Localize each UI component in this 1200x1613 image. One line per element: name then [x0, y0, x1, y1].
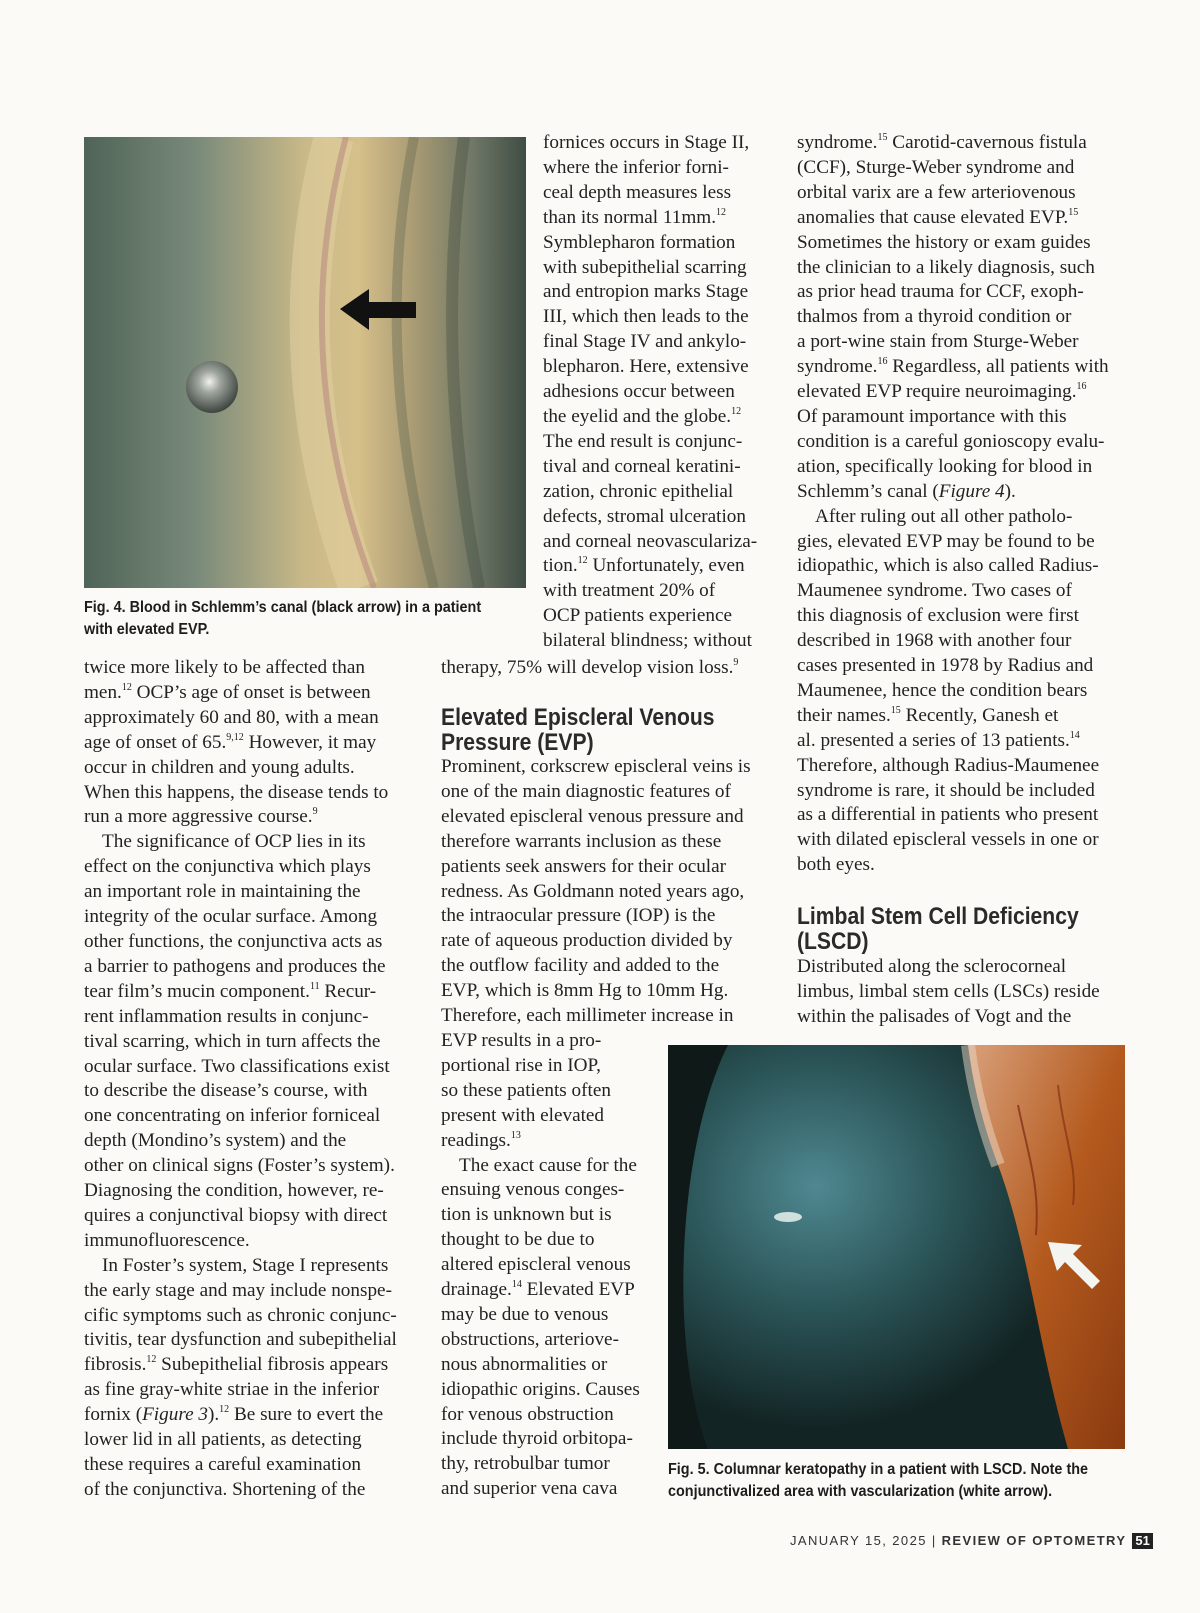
text-run: OCP’s age of onset is between: [131, 681, 371, 703]
text-line: [84, 1328, 397, 1353]
text-line: [543, 480, 757, 505]
text-run: The end result is conjunc-: [543, 430, 743, 452]
text-line: [543, 505, 757, 530]
text-run: with treatment 20% of: [543, 580, 716, 602]
heading-evp-line: Pressure (EVP): [441, 729, 594, 756]
text-line: [84, 1428, 397, 1453]
text-line: [441, 929, 751, 954]
text-run: the intraocular pressure (IOP) is the: [441, 905, 716, 927]
heading-lscd-line: Limbal Stem Cell Deficiency: [797, 903, 1079, 930]
text-run: effect on the conjunctiva which plays: [84, 856, 371, 878]
text-run: a port-wine stain from Sturge-Weber: [797, 331, 1079, 353]
page-footer: [790, 1533, 1153, 1549]
text-run: and superior vena cava: [441, 1478, 618, 1500]
text-line: [543, 579, 757, 604]
text-line: [84, 1179, 397, 1204]
text-run: Of paramount importance with this: [797, 405, 1067, 427]
footer-date: JANUARY 15, 2025: [790, 1533, 927, 1548]
text-line: [441, 1079, 751, 1104]
text-run: tivitis, tear dysfunction and subepithelial: [84, 1329, 397, 1351]
text-run: ).: [1004, 480, 1016, 502]
figure-reference: Figure 3: [142, 1404, 208, 1426]
text-line: [84, 1129, 397, 1154]
text-line: [441, 1477, 751, 1502]
text-line: [797, 729, 1109, 754]
citation-superscript: 12: [146, 1354, 157, 1366]
text-run: their names.: [797, 704, 891, 726]
text-line: [441, 979, 751, 1004]
text-run: the early stage and may include nonspe-: [84, 1279, 392, 1301]
text-line: [441, 656, 738, 681]
text-run: After ruling out all other patholo-: [815, 505, 1073, 527]
citation-superscript: 12: [577, 555, 588, 567]
text-line: [84, 1229, 397, 1254]
text-run: zation, chronic epithelial: [543, 480, 734, 502]
text-run: one of the main diagnostic features of: [441, 780, 731, 802]
text-line: [543, 206, 757, 231]
text-run: redness. As Goldmann noted years ago,: [441, 880, 745, 902]
text-run: with dilated episcleral vessels in one or: [797, 829, 1099, 851]
text-run: elevated episcleral venous pressure and: [441, 805, 744, 827]
text-line: [441, 1029, 751, 1054]
text-line: [441, 1178, 751, 1203]
text-run: ation, specifically looking for blood in: [797, 455, 1093, 477]
text-line: [543, 131, 757, 156]
text-line: [543, 181, 757, 206]
text-line: [441, 830, 751, 855]
text-line: [441, 1129, 751, 1154]
text-run: Elevated EVP: [521, 1279, 635, 1301]
text-run: readings.: [441, 1129, 511, 1151]
text-line: [441, 1004, 751, 1029]
text-run: Recur-: [319, 980, 377, 1002]
text-run: altered episcleral venous: [441, 1254, 631, 1276]
text-line: [441, 1104, 751, 1129]
column-1-text: [84, 656, 397, 1503]
text-run: idiopathic origins. Causes: [441, 1378, 640, 1400]
text-line: [84, 980, 397, 1005]
text-line: [84, 656, 397, 681]
text-run: patients seek answers for their ocular: [441, 855, 727, 877]
text-run: present with elevated: [441, 1104, 605, 1126]
text-run: integrity of the ocular surface. Among: [84, 906, 378, 928]
text-line: [84, 1055, 397, 1080]
citation-superscript: 9: [733, 657, 739, 668]
text-run: Distributed along the sclerocorneal: [797, 956, 1067, 977]
text-line: [441, 1452, 751, 1477]
text-line: [84, 930, 397, 955]
text-run: where the inferior forni-: [543, 156, 729, 178]
text-line: [84, 805, 397, 830]
text-line: [797, 455, 1109, 480]
citation-superscript: 11: [309, 980, 320, 992]
lscd-section-text: [797, 955, 1100, 1030]
text-run: Maumenee, hence the condition bears: [797, 679, 1088, 701]
text-run: depth (Mondino’s system) and the: [84, 1130, 347, 1152]
text-run: this diagnosis of exclusion were first: [797, 605, 1079, 627]
text-line: [797, 1005, 1100, 1030]
text-run: Carotid-cavernous fistula: [887, 132, 1087, 153]
footer-separator: |: [926, 1533, 942, 1548]
text-run: Schlemm’s canal (: [797, 480, 939, 502]
text-line: [797, 803, 1109, 828]
text-line: [797, 380, 1109, 405]
text-run: so these patients often: [441, 1079, 611, 1101]
text-run: as fine gray-white striae in the inferior: [84, 1379, 380, 1401]
text-line: [797, 604, 1109, 629]
text-run: lower lid in all patients, as detecting: [84, 1429, 362, 1451]
text-run: syndrome is rare, it should be included: [797, 779, 1095, 801]
text-line: [543, 305, 757, 330]
text-run: tear film’s mucin component.: [84, 980, 310, 1002]
text-run: these requires a careful examination: [84, 1454, 362, 1475]
text-line: [84, 756, 397, 781]
text-line: [84, 830, 397, 855]
text-line: [797, 779, 1109, 804]
text-run: fornix (: [84, 1404, 143, 1426]
heading-evp-line: Elevated Episcleral Venous: [441, 704, 715, 731]
text-run: Sometimes the history or exam guides: [797, 231, 1091, 253]
text-line: [441, 780, 751, 805]
evp-section-text: [441, 755, 751, 1502]
citation-superscript: 14: [1069, 729, 1080, 741]
text-run: within the palisades of Vogt and the: [797, 1005, 1072, 1027]
text-run: described in 1968 with another four: [797, 630, 1072, 652]
figure-4-caption: [84, 597, 481, 641]
citation-superscript: 15: [1068, 206, 1079, 218]
figure-5-caption-line: Fig. 5. Columnar keratopathy in a patient with LSCD. Note the: [668, 1461, 1089, 1478]
text-line: [441, 1278, 751, 1303]
text-run: may be due to venous: [441, 1303, 609, 1325]
text-run: EVP results in a pro-: [441, 1029, 602, 1051]
figure-reference: Figure 4: [938, 480, 1005, 502]
text-run: rate of aqueous production divided by: [441, 930, 733, 952]
text-line: [543, 280, 757, 305]
text-line: [441, 1427, 751, 1452]
text-line: [797, 280, 1109, 305]
text-line: [84, 855, 397, 880]
text-run: The exact cause for the: [459, 1154, 637, 1176]
text-run: defects, stromal ulceration: [543, 505, 746, 527]
text-line: [84, 1478, 397, 1503]
text-line: [797, 305, 1109, 330]
text-run: an important role in maintaining the: [84, 881, 361, 903]
text-run: the outflow facility and added to the: [441, 955, 720, 977]
text-run: cific symptoms such as chronic conjunc-: [84, 1304, 397, 1326]
text-line: [543, 256, 757, 281]
text-line: [797, 679, 1109, 704]
text-run: bilateral blindness; without: [543, 630, 752, 652]
text-run: Recently, Ganesh et: [900, 704, 1059, 726]
text-line: [543, 430, 757, 455]
text-line: [797, 554, 1109, 579]
text-run: syndrome.: [797, 132, 878, 153]
text-line: [797, 530, 1109, 555]
text-run: twice more likely to be affected than: [84, 657, 365, 678]
text-line: [797, 505, 1109, 530]
citation-superscript: 15: [890, 704, 901, 716]
text-run: Maumenee syndrome. Two cases of: [797, 580, 1072, 602]
text-line: [543, 604, 757, 629]
text-line: [797, 828, 1109, 853]
text-run: adhesions occur between: [543, 381, 735, 403]
citation-superscript: 14: [511, 1279, 522, 1291]
text-run: therefore warrants inclusion as these: [441, 830, 722, 852]
figure-5-caption-line: conjunctivalized area with vascularization (white arrow).: [668, 1483, 1053, 1500]
text-run: drainage.: [441, 1279, 512, 1301]
text-run: tion is unknown but is: [441, 1204, 612, 1226]
text-line: [84, 1204, 397, 1229]
text-run: nous abnormalities or: [441, 1353, 608, 1375]
text-line: [797, 131, 1109, 156]
text-line: [441, 1253, 751, 1278]
text-run: other on clinical signs (Foster’s system).: [84, 1155, 395, 1177]
text-run: fibrosis.: [84, 1354, 147, 1376]
citation-superscript: 12: [219, 1404, 230, 1416]
text-line: [797, 579, 1109, 604]
footer-publication: REVIEW OF OPTOMETRY: [941, 1533, 1127, 1548]
text-line: [84, 1030, 397, 1055]
text-run: Therefore, each millimeter increase in: [441, 1005, 734, 1027]
text-line: [441, 1328, 751, 1353]
text-run: idiopathic, which is also called Radius-: [797, 555, 1099, 577]
text-run: When this happens, the disease tends to: [84, 781, 389, 803]
text-line: [441, 1353, 751, 1378]
text-line: [84, 1304, 397, 1329]
text-run: The significance of OCP lies in its: [102, 831, 366, 853]
text-line: [441, 880, 751, 905]
text-line: [441, 954, 751, 979]
column-2-continued-text: [441, 656, 738, 681]
text-line: [797, 754, 1109, 779]
text-line: [441, 1228, 751, 1253]
text-run: tival scarring, which in turn affects the: [84, 1030, 381, 1052]
text-run: Symblepharon formation: [543, 231, 736, 253]
text-line: [797, 355, 1109, 380]
text-line: [543, 380, 757, 405]
text-run: al. presented a series of 13 patients.: [797, 729, 1070, 751]
text-line: [543, 156, 757, 181]
text-line: [543, 405, 757, 430]
text-run: for venous obstruction: [441, 1403, 614, 1425]
text-run: immunofluorescence.: [84, 1229, 250, 1251]
text-run: ).: [207, 1404, 220, 1426]
page-number: 51: [1132, 1533, 1152, 1549]
citation-superscript: 9,12: [226, 731, 244, 743]
text-run: final Stage IV and ankylo-: [543, 331, 747, 353]
text-run: blepharon. Here, extensive: [543, 356, 749, 378]
text-line: [797, 231, 1109, 256]
text-run: age of onset of 65.: [84, 731, 227, 753]
citation-superscript: 16: [1076, 381, 1087, 393]
text-line: [543, 330, 757, 355]
text-run: ceal depth measures less: [543, 181, 732, 203]
citation-superscript: 12: [731, 405, 742, 417]
text-line: [84, 1079, 397, 1104]
text-run: thy, retrobulbar tumor: [441, 1453, 610, 1475]
text-line: [543, 629, 757, 654]
text-run: OCP patients experience: [543, 605, 732, 627]
text-run: of the conjunctiva. Shortening of the: [84, 1478, 366, 1500]
heading-evp: [441, 705, 752, 755]
text-line: [797, 704, 1109, 729]
text-run: include thyroid orbitopa-: [441, 1428, 633, 1450]
text-run: as a differential in patients who present: [797, 804, 1099, 826]
text-run: quires a conjunctival biopsy with direct: [84, 1204, 388, 1226]
text-run: approximately 60 and 80, with a mean: [84, 706, 379, 728]
text-run: therapy, 75% will develop vision loss.: [441, 657, 734, 678]
text-run: (CCF), Sturge-Weber syndrome and: [797, 156, 1075, 178]
text-line: [84, 1403, 397, 1428]
figure-4-caption-line: Fig. 4. Blood in Schlemm’s canal (black arrow) in a patient: [84, 599, 482, 616]
text-line: [797, 430, 1109, 455]
text-run: one concentrating on inferior forniceal: [84, 1105, 381, 1127]
text-run: a barrier to pathogens and produces the: [84, 955, 386, 977]
text-run: thalmos from a thyroid condition or: [797, 306, 1072, 328]
text-run: the clinician to a likely diagnosis, such: [797, 256, 1095, 278]
text-run: occur in children and young adults.: [84, 756, 355, 778]
text-line: [441, 904, 751, 929]
text-line: [84, 781, 397, 806]
text-run: to describe the disease’s course, with: [84, 1080, 368, 1102]
text-line: [797, 980, 1100, 1005]
text-run: and corneal neovasculariza-: [543, 530, 758, 552]
text-run: anomalies that cause elevated EVP.: [797, 206, 1069, 228]
text-line: [84, 1453, 397, 1478]
text-line: [441, 1054, 751, 1079]
text-line: [441, 1378, 751, 1403]
text-run: Subepithelial fibrosis appears: [156, 1354, 389, 1376]
text-run: Regardless, all patients with: [887, 356, 1109, 378]
text-line: [797, 405, 1109, 430]
text-line: [84, 880, 397, 905]
text-run: thought to be due to: [441, 1229, 595, 1251]
text-line: [441, 805, 751, 830]
text-run: with subepithelial scarring: [543, 256, 747, 278]
column-2-top-text: [543, 131, 757, 654]
text-run: men.: [84, 681, 122, 703]
text-line: [84, 1353, 397, 1378]
text-line: [797, 206, 1109, 231]
text-run: Diagnosing the condition, however, re-: [84, 1180, 384, 1202]
column-3-text: [797, 131, 1109, 878]
text-line: [797, 480, 1109, 505]
text-line: [84, 1154, 397, 1179]
text-line: [797, 181, 1109, 206]
text-line: [441, 755, 751, 780]
text-run: Unfortunately, even: [587, 555, 745, 577]
text-run: the eyelid and the globe.: [543, 405, 732, 427]
text-line: [84, 905, 397, 930]
citation-superscript: 15: [877, 132, 888, 143]
text-run: In Foster’s system, Stage I represents: [102, 1254, 389, 1276]
text-run: condition is a careful gonioscopy evalu-: [797, 430, 1105, 452]
text-run: syndrome.: [797, 356, 878, 378]
text-run: Therefore, although Radius-Maumenee: [797, 754, 1100, 776]
text-line: [84, 731, 397, 756]
text-run: fornices occurs in Stage II,: [543, 132, 750, 153]
text-line: [84, 955, 397, 980]
text-run: elevated EVP require neuroimaging.: [797, 381, 1077, 403]
text-run: rent inflammation results in conjunc-: [84, 1005, 369, 1027]
text-run: Prominent, corkscrew episcleral veins is: [441, 756, 751, 777]
text-line: [84, 1254, 397, 1279]
text-line: [543, 554, 757, 579]
text-line: [797, 629, 1109, 654]
citation-superscript: 13: [510, 1129, 521, 1141]
text-run: ensuing venous conges-: [441, 1179, 625, 1201]
text-line: [797, 330, 1109, 355]
figure-4-caption-line: with elevated EVP.: [84, 621, 210, 638]
citation-superscript: 12: [716, 206, 727, 218]
figure-4-image: [84, 137, 526, 588]
text-line: [441, 1303, 751, 1328]
text-line: [441, 1154, 751, 1179]
text-line: [84, 1378, 397, 1403]
text-run: Be sure to evert the: [229, 1404, 384, 1426]
text-line: [797, 256, 1109, 281]
citation-superscript: 12: [121, 681, 132, 693]
text-run: as prior head trauma for CCF, exoph-: [797, 281, 1084, 303]
text-run: limbus, limbal stem cells (LSCs) reside: [797, 980, 1100, 1002]
text-run: portional rise in IOP,: [441, 1054, 601, 1076]
text-line: [797, 156, 1109, 181]
text-line: [84, 1005, 397, 1030]
text-line: [84, 681, 397, 706]
text-line: [441, 1403, 751, 1428]
text-line: [543, 530, 757, 555]
text-line: [441, 855, 751, 880]
text-line: [797, 654, 1109, 679]
text-line: [543, 355, 757, 380]
text-run: other functions, the conjunctiva acts as: [84, 930, 383, 952]
text-run: ocular surface. Two classifications exist: [84, 1055, 390, 1077]
text-line: [543, 455, 757, 480]
text-run: both eyes.: [797, 854, 875, 876]
text-line: [84, 1279, 397, 1304]
text-line: [84, 706, 397, 731]
citation-superscript: 9: [312, 806, 318, 818]
text-run: cases presented in 1978 by Radius and: [797, 655, 1094, 677]
text-run: However, it may: [243, 731, 377, 753]
text-line: [441, 1203, 751, 1228]
text-line: [84, 1104, 397, 1129]
text-line: [543, 231, 757, 256]
text-run: than its normal 11mm.: [543, 206, 717, 228]
text-run: tival and corneal keratini-: [543, 455, 741, 477]
text-line: [797, 955, 1100, 980]
text-run: III, which then leads to the: [543, 306, 749, 328]
heading-lscd-line: (LSCD): [797, 928, 869, 955]
heading-lscd: [797, 904, 1117, 954]
text-run: EVP, which is 8mm Hg to 10mm Hg.: [441, 980, 729, 1002]
text-run: tion.: [543, 555, 578, 577]
text-run: run a more aggressive course.: [84, 806, 313, 828]
text-line: [797, 853, 1109, 878]
text-run: orbital varix are a few arteriovenous: [797, 181, 1076, 203]
text-run: obstructions, arteriove-: [441, 1328, 619, 1350]
text-run: gies, elevated EVP may be found to be: [797, 530, 1095, 552]
citation-superscript: 16: [877, 356, 888, 368]
text-run: and entropion marks Stage: [543, 281, 749, 303]
